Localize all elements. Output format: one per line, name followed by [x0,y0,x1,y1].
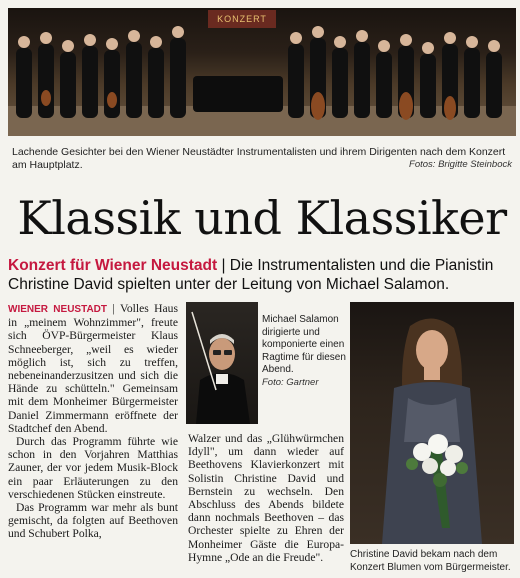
article-column-2 [188,432,344,564]
dateline: WIENER NEUSTADT [8,304,108,315]
conductor-credit: Foto: Gartner [262,376,319,388]
lead-text: Die Instrumentalisten und die Pianistin Christine David spielten unter der Leitung von Michael Salamon. [8,257,494,293]
orchestra-photo [8,8,516,136]
concert-banner: KONZERT [208,10,276,28]
column1-text-1: | Volles Haus in „meinem Wohnzimmer", freute sich ÖVP-Bürgermeister Klaus Schneeberger, „weil es wieder möglich ist, sich zu treffen, nebeneinanderzusitzen und sich die Hände zu schütteln." Gemeinsam mit dem Monheimer Bürgermeister Daniel Zimmermann eröffnete der Stadtchef den Abend. [8,302,178,435]
column1-paragraph-1 [8,302,178,435]
pianist-figure [350,302,514,544]
lead-separator: | [217,257,230,274]
column2-paragraph: Walzer und das „Glühwürmchen Idyll", um dann wieder auf Beethovens Klavierkonzert mit Solistin Christine David und Bernstein zu wechseln. Den Abschluss des Abends bildete dann nochmals Beethoven – das Orchester spielte zu Ehren der Monheimer Gäste die Europa-Hymne „Ode an die Freude". [188,432,344,564]
column1-paragraph-3: Das Programm war mehr als bunt gemischt, da folgten auf Beethoven und Schubert Polka, [8,501,178,541]
column1-paragraph-2: Durch das Programm führte wie schon in den Vorjahren Matthias Zauner, der vor jedem Musik-Block ein paar Erläuterungen zu den verschiedenen Stücken einstreute. [8,435,178,501]
lead-kicker: Konzert für Wiener Neustadt [8,257,218,274]
pianist-caption: Christine David bekam nach dem Konzert Blumen vom Bürgermeister. [350,549,511,573]
lead-paragraph [8,256,516,294]
musicians-figures [8,8,516,136]
top-photo-credit: Fotos: Brigitte Steinbock [409,159,512,170]
headline: Klassik und Klassiker [17,191,507,245]
conductor-photo [186,302,258,424]
pianist-photo [350,302,514,544]
top-photo-caption: Lachende Gesichter bei den Wiener Neustädter Instrumentalisten und ihrem Dirigenten nach dem Konzert am Hauptplatz. [12,146,506,171]
article-column-1 [8,302,178,541]
conductor-figure [186,302,258,424]
conductor-caption: Michael Salamon dirigierte und komponierte einen Ragtime für diesen Abend. [262,314,346,375]
conductor-caption-block [262,314,346,389]
